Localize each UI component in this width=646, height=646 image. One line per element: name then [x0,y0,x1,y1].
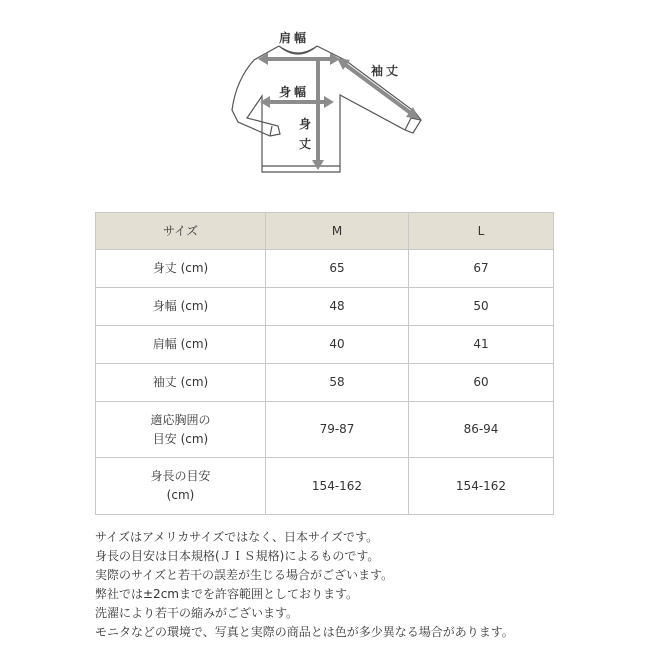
note-line: モニタなどの環境で、写真と実際の商品とは色が多少異なる場合があります。 [95,625,514,639]
row-label-line: 適応胸囲の [150,412,211,427]
row-label-line: 身長の目安 [150,469,211,483]
table-row [96,288,554,326]
cell-m: 154-162 [266,458,409,515]
row-label-line: 目安 (cm) [152,431,209,446]
table-header-row [96,213,554,250]
table-row [96,402,554,458]
cell-m: 65 [266,250,409,288]
cell-l: 60 [409,364,554,402]
row-label [96,458,266,515]
header-m: M [266,213,409,250]
note-line: 弊社では±2cmまでを許容範囲としております。 [95,587,359,601]
cell-l: 67 [409,250,554,288]
table-row [96,250,554,288]
row-label: 袖丈 (cm) [96,364,266,402]
row-label: 肩幅 (cm) [96,326,266,364]
cell-m: 79-87 [266,402,409,458]
row-label: 身幅 (cm) [96,288,266,326]
label-body-length-top: 身 [299,117,315,131]
label-body-length-bottom: 丈 [299,137,315,151]
row-label: 身丈 (cm) [96,250,266,288]
row-label [96,402,266,458]
size-table [95,212,554,515]
note-line: 洗濯により若干の縮みがございます。 [95,606,299,620]
label-shoulder-width: 肩幅 [279,31,310,45]
shirt-illustration [0,0,646,190]
label-body-width: 身幅 [279,85,310,99]
note-line: 身長の目安は日本規格(ＪＩＳ規格)によるものです。 [95,549,380,563]
size-diagram [0,0,646,190]
note-line: 実際のサイズと若干の誤差が生じる場合がございます。 [95,568,394,582]
cell-m: 48 [266,288,409,326]
cell-m: 58 [266,364,409,402]
notes [95,528,514,642]
header-size: サイズ [96,213,266,250]
table-row [96,326,554,364]
header-l: L [409,213,554,250]
cell-l: 86-94 [409,402,554,458]
table-row [96,458,554,515]
cell-l: 154-162 [409,458,554,515]
note-line: サイズはアメリカサイズではなく、日本サイズです。 [95,530,379,544]
table-row [96,364,554,402]
row-label-line: (cm) [166,488,195,502]
label-sleeve-length: 袖丈 [371,64,402,78]
cell-l: 50 [409,288,554,326]
cell-l: 41 [409,326,554,364]
cell-m: 40 [266,326,409,364]
